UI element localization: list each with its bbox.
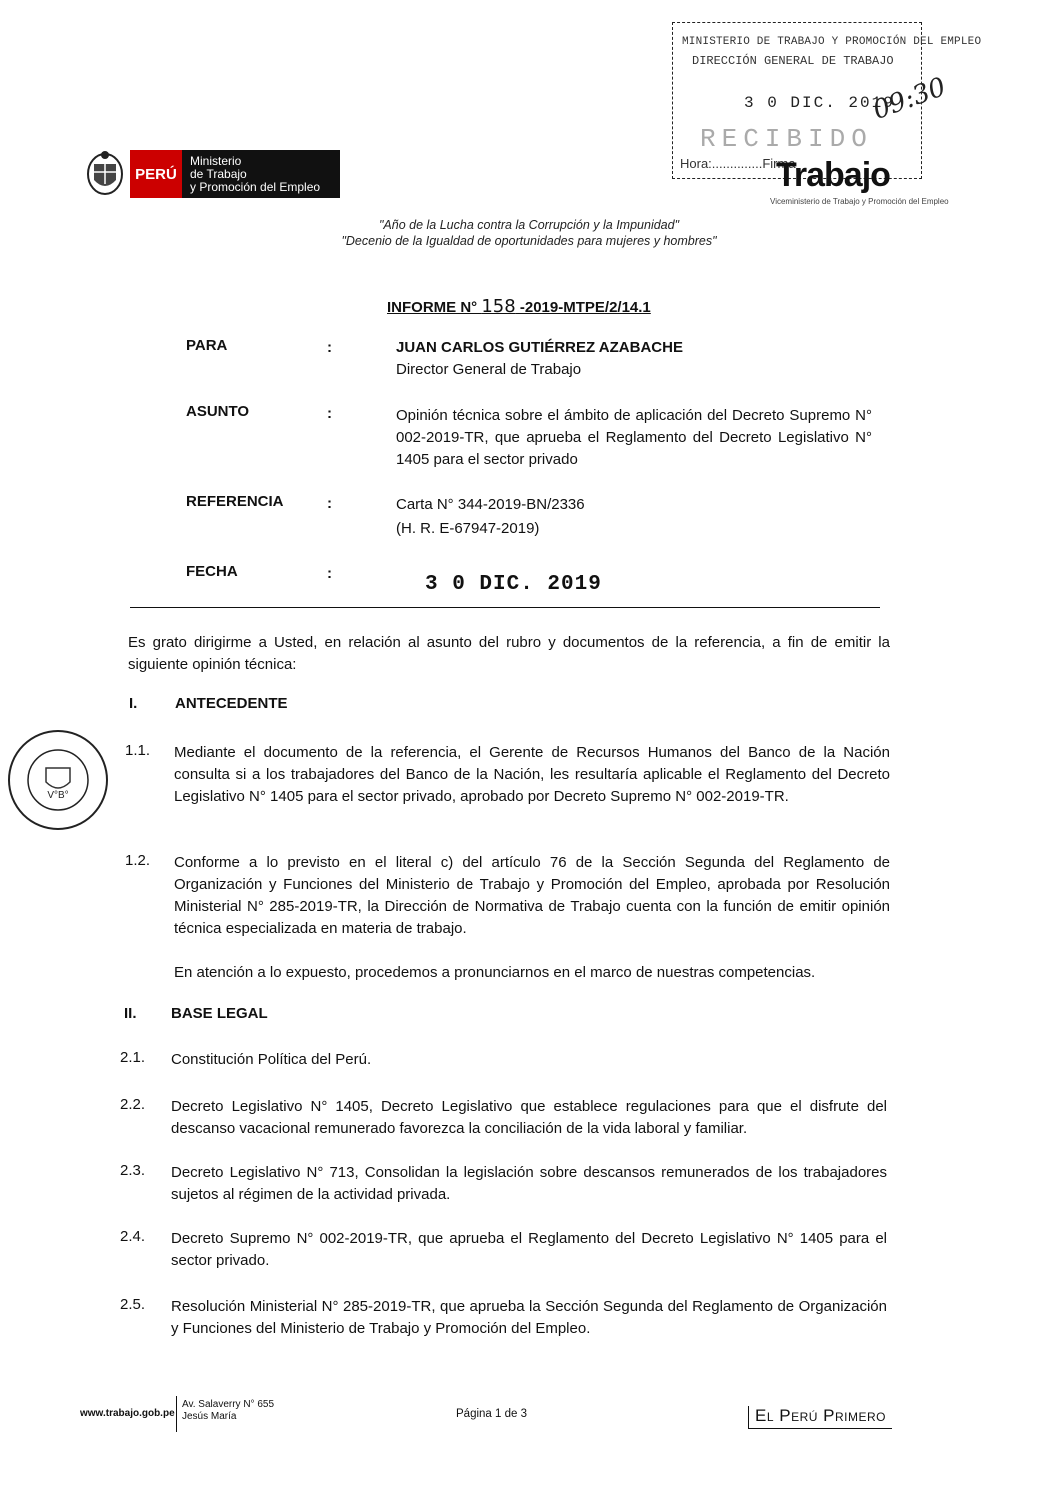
para-role: Director General de Trabajo — [396, 361, 582, 378]
fecha-stamp: 3 0 DIC. 2019 — [425, 573, 602, 596]
ministry-line: Ministerio — [190, 153, 242, 168]
item-paragraph: Decreto Supremo N° 002-2019-TR, que aprueba el Reglamento del Decreto Legislativo N° 1405 para el sector privado. — [171, 1230, 887, 1269]
motto-line: "Decenio de la Igualdad de oportunidades para mujeres y hombres" — [341, 234, 717, 248]
para-name: JUAN CARLOS GUTIÉRREZ AZABACHE — [396, 339, 683, 356]
footer-address-line: Jesús María — [182, 1411, 237, 1422]
trabajo-logo: Trabajo — [776, 156, 890, 194]
colon: : — [327, 339, 332, 356]
page-number: Página 1 de 3 — [456, 1408, 527, 1420]
stamp-received-word: RECIBIDO — [700, 124, 873, 154]
item-number: 2.1. — [120, 1049, 146, 1066]
intro-paragraph: Es grato dirigirme a Usted, en relación al asunto del rubro y documentos de la referencia, a fin de emitir la siguiente opinión técnica: — [128, 634, 890, 673]
coat-of-arms-icon — [86, 148, 124, 198]
footer-brand: El Perú Primero — [748, 1406, 892, 1429]
report-title: INFORME N° 158 -2019-MTPE/2/14.1 — [387, 296, 651, 317]
footer-address — [182, 1399, 274, 1423]
colon: : — [327, 405, 332, 422]
asunto-text: Opinión técnica sobre el ámbito de aplicación del Decreto Supremo N° 002-2019-TR, que aprueba el Reglamento del Decreto Legislativo N° 1405 para el sector privado — [396, 407, 872, 468]
section-title: BASE LEGAL — [171, 1005, 268, 1022]
motto-line: "Año de la Lucha contra la Corrupción y la Impunidad" — [378, 218, 680, 232]
stamp-date: 3 0 DIC. 2019 — [744, 94, 895, 112]
item-number: 2.5. — [120, 1296, 146, 1313]
item-paragraph: En atención a lo expuesto, procedemos a pronunciarnos en el marco de nuestras competencias. — [174, 964, 816, 981]
ministry-line: y Promoción del Empleo — [190, 179, 321, 194]
item-number: 1.2. — [125, 852, 151, 869]
item-paragraph: Decreto Legislativo N° 1405, Decreto Legislativo que establece regulaciones para que el disfrute del descanso vacacional remunerado favorezca la conciliación de la vida laboral y familiar. — [171, 1098, 887, 1137]
ministry-line: de Trabajo — [190, 166, 247, 181]
svg-text:V°B°: V°B° — [47, 790, 69, 801]
item-number: 2.2. — [120, 1096, 146, 1113]
item-paragraph: Resolución Ministerial N° 285-2019-TR, que aprueba la Sección Segunda del Reglamento de Organización y Funciones del Ministerio de Trabajo y Promoción del Empleo. — [171, 1298, 887, 1337]
item-number: 1.1. — [125, 742, 151, 759]
item-paragraph: Mediante el documento de la referencia, el Gerente de Recursos Humanos del Banco de la Nación consulta si a los trabajadores del Banco de la Nación, les resultaría aplicable el Reglamento del Decreto Legislativo N° 1405 para el sector privado, aprobado por Decreto Supremo N° 002-2019-TR. — [174, 744, 890, 805]
item-number: 2.3. — [120, 1162, 146, 1179]
referencia-line: (H. R. E-67947-2019) — [396, 520, 540, 537]
section-number: II. — [124, 1005, 137, 1022]
report-number: 158 — [481, 296, 516, 317]
footer-address-line: Av. Salaverry N° 655 — [182, 1399, 275, 1410]
footer-divider — [176, 1396, 177, 1432]
ministry-logo — [130, 150, 340, 198]
section-number: I. — [129, 695, 138, 712]
item-paragraph: Decreto Legislativo N° 713, Consolidan la legislación sobre descansos remunerados de los trabajadores sujetos al régimen de la actividad privada. — [171, 1164, 887, 1203]
country-label: PERÚ — [130, 150, 182, 198]
section-title: ANTECEDENTE — [175, 695, 288, 712]
fecha-label: FECHA — [186, 563, 238, 580]
referencia-line: Carta N° 344-2019-BN/2336 — [396, 496, 585, 513]
colon: : — [327, 565, 332, 582]
stamp-hora-label: Hora:..............Firma — [680, 156, 796, 171]
item-number: 2.4. — [120, 1228, 146, 1245]
colon: : — [327, 495, 332, 512]
asunto-label: ASUNTO — [186, 403, 250, 420]
referencia-label: REFERENCIA — [186, 493, 284, 510]
footer-website: www.trabajo.gob.pe — [80, 1408, 175, 1419]
header-divider — [130, 607, 880, 608]
handwritten-time: 09:30 — [869, 72, 950, 126]
approval-stamp-icon — [6, 728, 110, 832]
item-paragraph: Conforme a lo previsto en el literal c) del artículo 76 de la Sección Segunda del Reglamento de Organización y Funciones del Ministerio de Trabajo y Promoción del Empleo, aprobada por Resolución Ministerial N° 285-2019-TR, la Dirección de Normativa de Trabajo cuenta con la función de emitir opinión técnica especializada en materia de trabajo. — [174, 854, 890, 937]
trabajo-logo-subtitle: Viceministerio de Trabajo y Promoción del Empleo — [770, 197, 949, 206]
stamp-ministry-line: MINISTERIO DE TRABAJO Y PROMOCIÓN DEL EMPLEO — [682, 36, 982, 48]
para-label: PARA — [186, 337, 228, 354]
item-paragraph: Constitución Política del Perú. — [171, 1051, 372, 1068]
stamp-direction-line: DIRECCIÓN GENERAL DE TRABAJO — [692, 54, 894, 68]
